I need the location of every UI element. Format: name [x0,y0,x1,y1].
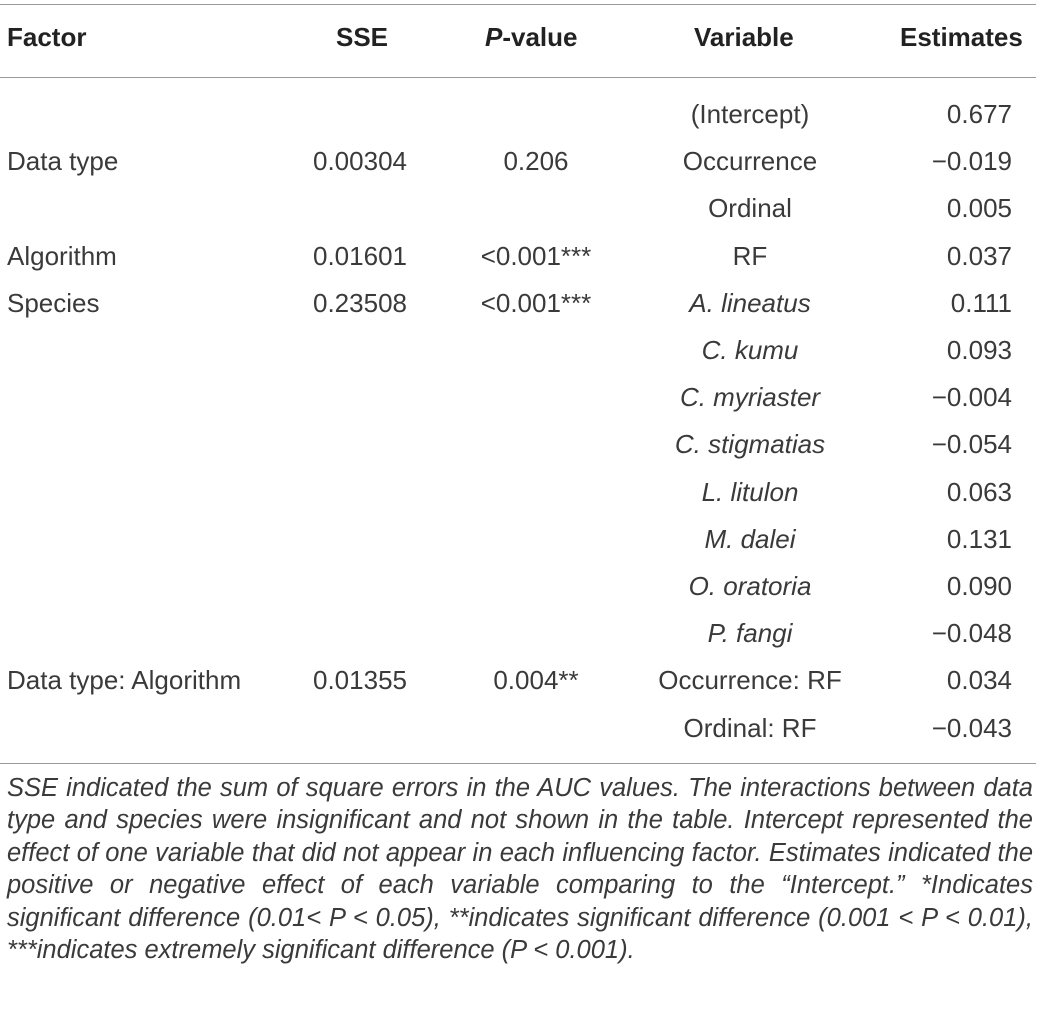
table-top-rule [0,4,1036,5]
table-bottom-rule [0,763,1036,764]
factor-cell: Species [7,287,100,318]
factor-cell: Algorithm [7,240,117,271]
table-row [0,89,1043,136]
table-footnote: SSE indicated the sum of square errors in the AUC values. The interactions between data type and species were insignificant and not shown in the table. Intercept represented the effect of one variable that did not appear in each influencing factor. Estimates indicated the positive or negative effect of each variable comparing to the “Intercept.” *Indicates significant difference (0.01< P < 0.05), **indicates significant difference (0.001 < P < 0.01), ***indicates extremely significant difference (P < 0.001). [7,774,1033,965]
variable-cell: C. kumu [701,335,799,365]
sse-cell: 0.00304 [313,146,407,177]
table-row [0,608,1043,655]
variable-cell: A. lineatus [689,287,811,318]
table-header-rule [0,77,1036,78]
estimate-cell: −0.019 [931,146,1012,177]
estimate-cell: −0.004 [931,382,1012,413]
variable-cell: M. dalei [704,523,796,554]
header-pvalue [485,22,578,53]
table-row [0,183,1043,230]
variable-cell: (Intercept) [690,99,810,129]
pvalue-cell: <0.001*** [480,240,592,271]
header-variable: Variable [694,22,794,52]
table-row [0,372,1043,419]
table-row [0,655,1043,702]
estimate-cell: 0.090 [946,571,1012,601]
variable-cell: Occurrence: RF [658,665,842,696]
header-factor: Factor [7,22,87,52]
table-row [0,325,1043,372]
table-row [0,561,1043,608]
header-pvalue-italic: P [485,22,503,52]
header-sse: SSE [336,22,389,52]
table-row [0,703,1043,750]
estimate-cell: 0.037 [946,240,1012,271]
estimate-cell: 0.034 [946,665,1012,696]
table-row [0,419,1043,466]
table-row [0,231,1043,278]
variable-cell: O. oratoria [688,571,812,601]
estimate-cell: 0.111 [950,287,1012,318]
sse-cell: 0.01601 [313,240,407,271]
variable-cell: Occurrence [682,146,818,177]
pvalue-cell: 0.206 [503,146,569,177]
sse-cell: 0.01355 [313,665,407,696]
variable-cell: Ordinal [708,193,792,224]
estimate-cell: 0.131 [946,523,1012,554]
variable-cell: P. fangi [707,618,793,649]
variable-cell: C. stigmatias [674,429,826,460]
table-row [0,514,1043,561]
variable-cell: L. litulon [701,476,799,507]
estimate-cell: −0.043 [931,712,1012,743]
estimate-cell: 0.093 [946,335,1012,365]
estimate-cell: 0.677 [946,99,1012,129]
table-row [0,278,1043,325]
estimate-cell: 0.063 [946,476,1012,507]
table-row [0,136,1043,183]
factor-cell: Data type [7,146,119,177]
variable-cell: Ordinal: RF [683,712,817,743]
header-estimates: Estimates [900,22,1023,52]
factor-cell: Data type: Algorithm [7,665,242,696]
estimate-cell: −0.048 [931,618,1012,649]
header-pvalue-rest: -value [502,22,578,52]
variable-cell: RF [732,240,768,271]
estimate-cell: −0.054 [931,429,1012,460]
sse-cell: 0.23508 [313,287,407,318]
pvalue-cell: 0.004** [493,665,579,696]
estimate-cell: 0.005 [946,193,1012,224]
table-row [0,467,1043,514]
variable-cell: C. myriaster [679,382,821,413]
pvalue-cell: <0.001*** [480,287,592,318]
